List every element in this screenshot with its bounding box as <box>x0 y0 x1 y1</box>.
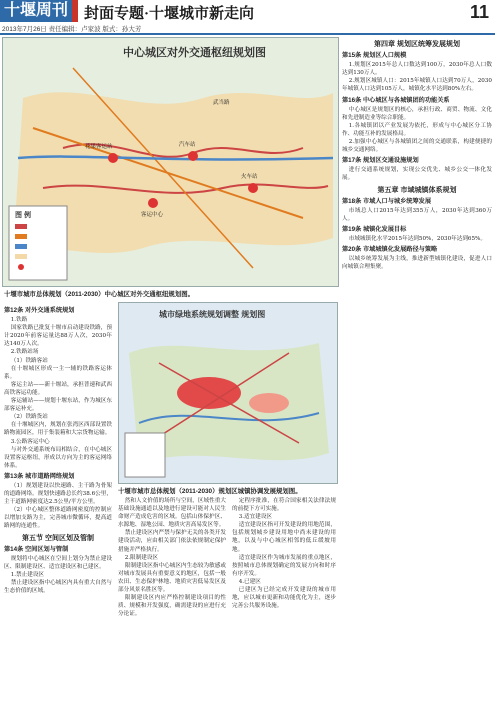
section-heading: 第19条 城镇化发展目标 <box>342 225 407 233</box>
section-heading: 第20条 市域城镇化发展路径与策略 <box>342 246 438 254</box>
masthead-accent-strip <box>72 0 78 22</box>
body-paragraph: 1.禁止建设区 <box>10 571 45 578</box>
body-paragraph: 中心城区是规划区的核心，承担行政、商贸、物流、文化和先进制造业等综合职能。 <box>342 106 492 121</box>
section-heading: 第13条 城市道路网络规划 <box>4 472 75 480</box>
section-heading: 第五章 市域城镇体系规划 <box>377 186 457 194</box>
body-paragraph: 2.加强中心城区与各城镇团之间的交通联系，构建便捷的城乡交通网络。 <box>342 139 492 154</box>
body-paragraph: 客运辅站——规划十堰东站，作为城区东部客运补充。 <box>4 398 112 413</box>
body-paragraph: 禁止建设区内严禁与保护无关的各类开发建设活动，应由相关部门依法依规制定保护措施并严格执行。 <box>118 530 226 553</box>
map-label: 客运中心 <box>141 212 164 218</box>
body-paragraph: （2）铁路货站 <box>10 414 48 421</box>
body-paragraph: 1.各城镇团以产业发展为依托，形成与中心城区分工协作、功能互补的发展格局。 <box>342 122 492 137</box>
map-label: 武当路 <box>213 100 230 106</box>
body-paragraph: 1.铁路 <box>10 317 28 324</box>
section-heading: 第14条 空间区划与管制 <box>4 545 69 553</box>
body-paragraph: （2）中心城区整体道路网密度的控制应以增加支路为主，完善城市微循环，提高道路网的连通性。 <box>4 507 112 530</box>
section-heading: 第12条 对外交通系统规划 <box>4 307 75 314</box>
page-number: 11 <box>469 2 489 22</box>
body-paragraph: 市域城镇化水平2015年达到50%，2030年达到65%。 <box>348 235 486 242</box>
body-paragraph: 3.适宜建设区 <box>238 514 273 521</box>
body-paragraph: 4.已建区 <box>238 578 261 585</box>
third-text-column <box>232 497 336 700</box>
header-rule <box>0 33 495 35</box>
green-space-map <box>118 302 338 484</box>
right-text-column <box>342 37 492 700</box>
body-paragraph: 规划将中心城区在空间上划分为禁止建设区、限制建设区、适宜建设区和已建区。 <box>4 555 112 570</box>
body-paragraph: 禁止建设区指中心城区内具有重大自然与生态价值的区域。 <box>4 580 112 595</box>
section-heading: 第五节 空间区划及管制 <box>22 534 94 542</box>
left-text-column <box>4 304 112 700</box>
body-paragraph: 3.公路客运中心 <box>10 438 50 445</box>
section-heading: 第16条 中心城区与各城镇团的功能关系 <box>342 96 450 104</box>
body-paragraph: 客运主站——新十堰站，承担普速和武西高铁客运功能。 <box>4 381 112 396</box>
body-paragraph: （1）铁路客站 <box>10 357 48 364</box>
green-space-map-title: 城市绿地系统规划调整 规划图 <box>159 310 266 319</box>
dateline: 2013年7月26日 责任编辑：卢家波 版式：孙大芳 <box>2 26 142 33</box>
transport-hub-map-title: 中心城区对外交通枢纽规划图 <box>123 47 266 59</box>
body-paragraph: 2.限制建设区 <box>124 554 159 561</box>
section-heading: 第18条 市域人口与城乡统筹发展 <box>342 197 432 205</box>
body-paragraph: 限制建设区内应严格控制建设项目的性质、规模和开发强度，确需建设的应进行充分论证。 <box>118 595 226 618</box>
body-paragraph: 2.铁路站场 <box>10 349 39 356</box>
body-paragraph: 市域总人口2015年达到355万人，2030年达到360万人。 <box>342 207 492 222</box>
body-paragraph: 与对外交通系统布局相结合，在中心城区设置客运枢纽，形成以方向为主的客运网络体系。 <box>4 446 112 469</box>
map-legend-title: 图 例 <box>15 212 31 219</box>
body-paragraph: 在十堰城区形成一主一辅的铁路客运体系。 <box>4 365 112 380</box>
body-paragraph: 2.规划区城镇人口：2015年城镇人口达到70万人，2030年城镇人口达到105万人，城镇化水平达到80%左右。 <box>342 78 492 93</box>
body-paragraph: 1.规划区2015年总人口数达到100万，2030年总人口数达到130万人。 <box>342 62 492 77</box>
body-paragraph: 以城乡统筹发展为主线，推进新型城镇化建设，促进人口向城镇合理集聚。 <box>342 256 492 271</box>
section-heading: 第四章 规划区统筹发展规划 <box>374 41 460 48</box>
bottom-map-caption: 十堰市城市总体规划（2011-2030）规划区城镇协调发展规划图。 <box>118 488 302 495</box>
map-label: 汽车站 <box>179 142 196 148</box>
page-headline: 封面专题·十堰城市新走向 <box>84 6 255 22</box>
body-paragraph: （1）规划建设以快速路、主干路为骨架的道路网络。规划快速路总长约38.6公里，主干道路网密度达2.5公里/平方公里。 <box>4 482 112 506</box>
body-paragraph: 在十堰城区内，规划在张湾区西部设置铁路物流园区，用于集装箱和大宗货物运输。 <box>4 422 112 437</box>
body-paragraph: 限制建设区指中心城区内生态较为敏感或对城市发展具有重要意义的地区，包括一般农田、生态保护林地、地质灾害低易发区及部分风景名胜区等。 <box>118 562 226 594</box>
transport-hub-map-graphic <box>3 38 338 286</box>
section-heading: 第17条 规划区交通设施规划 <box>342 157 419 165</box>
body-paragraph: 定程序批准，在符合国家相关法律法规的前提下方可实施。 <box>232 498 336 513</box>
masthead-brand: 十堰周刊 <box>0 0 72 22</box>
body-paragraph: 已建区为已经完成开发建设的城市用地，应以城市更新和功能优化为主，逐步完善公共服务设施。 <box>232 587 336 610</box>
map-label: 花果客运站 <box>85 144 113 150</box>
top-map-caption: 十堰市城市总体规划（2011-2030）中心城区对外交通枢纽规划图。 <box>4 291 194 298</box>
transport-hub-map <box>2 37 339 287</box>
body-paragraph: 然和人文价值的场所与空间，区域性重大基础设施通道以及地进行建设可能对人民生命财产造成危害的区域。包括山体保护区、水源地、湿地公园、地质灾害高易发区等。 <box>118 498 226 529</box>
body-paragraph: 国家铁路已批复十堰市启动建设铁路，预计2020年前客运量达88万人次，2030年达140万人次。 <box>4 325 112 348</box>
section-heading: 第15条 规划区人口规模 <box>342 52 407 60</box>
map-label: 火车站 <box>241 174 258 180</box>
green-space-map-graphic <box>119 303 337 483</box>
body-paragraph: 适宜建设区指可开发建设的用地范围，包括规划城乡建设用地中尚未建设的用地，以及与中心城区相邻的低丘缓坡用地。 <box>232 522 336 553</box>
middle-text-column <box>118 497 226 700</box>
body-paragraph: 进行交通系统规划，实现公交优先、城乡公交一体化发展。 <box>342 167 492 182</box>
body-paragraph: 适宜建设区作为城市发展的重点地区，按照城市总体规划确定的发展方向和时序有序开发。 <box>232 554 336 577</box>
